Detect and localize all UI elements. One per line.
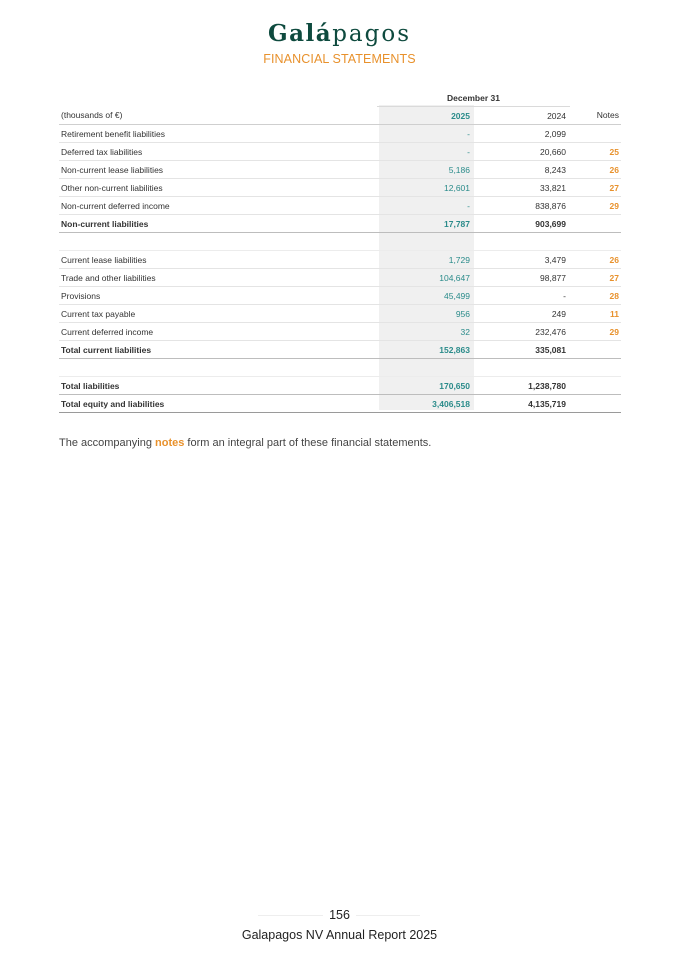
row-label: Total equity and liabilities [59, 395, 377, 413]
value-2025: - [377, 197, 473, 215]
spacer-row [59, 359, 621, 377]
value-2024: 335,081 [473, 341, 570, 359]
liabilities-table-container [59, 90, 621, 413]
subtotal-row [59, 215, 621, 233]
value-2025: 956 [377, 305, 473, 323]
value-2024: 3,479 [473, 251, 570, 269]
value-2025: - [377, 143, 473, 161]
note-ref[interactable]: 29 [570, 323, 621, 341]
value-2024: - [473, 287, 570, 305]
value-2024: 98,877 [473, 269, 570, 287]
column-header-2024: 2024 [473, 107, 570, 125]
table-row [59, 269, 621, 287]
row-label: Non-current deferred income [59, 197, 377, 215]
table-row [59, 143, 621, 161]
value-2025: 17,787 [377, 215, 473, 233]
logo-bold-part: Galá [268, 20, 333, 47]
value-2025: 170,650 [377, 377, 473, 395]
note-ref[interactable]: 27 [570, 269, 621, 287]
column-header-notes: Notes [570, 107, 621, 125]
table-row [59, 179, 621, 197]
row-label: Total liabilities [59, 377, 377, 395]
row-label: Current lease liabilities [59, 251, 377, 269]
value-2024: 2,099 [473, 125, 570, 143]
value-2024: 20,660 [473, 143, 570, 161]
section-subtitle: FINANCIAL STATEMENTS [263, 52, 416, 66]
value-2024: 249 [473, 305, 570, 323]
note-ref[interactable]: 26 [570, 161, 621, 179]
value-2024: 33,821 [473, 179, 570, 197]
value-2025: 12,601 [377, 179, 473, 197]
liabilities-table [59, 90, 621, 413]
page-number-box [0, 906, 679, 924]
note-ref [570, 341, 621, 359]
units-label: (thousands of €) [59, 107, 377, 125]
table-row [59, 125, 621, 143]
row-label: Deferred tax liabilities [59, 143, 377, 161]
note-ref [570, 215, 621, 233]
column-header-2025: 2025 [377, 107, 473, 125]
table-row [59, 161, 621, 179]
note-ref [570, 125, 621, 143]
row-label: Other non-current liabilities [59, 179, 377, 197]
footnote-text-start: The accompanying [59, 437, 155, 449]
page-number: 156 [323, 908, 356, 922]
row-label: Current tax payable [59, 305, 377, 323]
footnote [59, 437, 431, 449]
row-label: Provisions [59, 287, 377, 305]
value-2025: 45,499 [377, 287, 473, 305]
value-2024: 8,243 [473, 161, 570, 179]
value-2025: - [377, 125, 473, 143]
table-row [59, 251, 621, 269]
value-2025: 104,647 [377, 269, 473, 287]
value-2025: 1,729 [377, 251, 473, 269]
note-ref[interactable]: 27 [570, 179, 621, 197]
spacer-row [59, 233, 621, 251]
table-row [59, 323, 621, 341]
subtotal-row [59, 341, 621, 359]
note-ref[interactable]: 28 [570, 287, 621, 305]
value-2024: 903,699 [473, 215, 570, 233]
total-row [59, 395, 621, 413]
row-label: Non-current lease liabilities [59, 161, 377, 179]
row-label: Non-current liabilities [59, 215, 377, 233]
total-row [59, 377, 621, 395]
value-2025: 32 [377, 323, 473, 341]
row-label: Trade and other liabilities [59, 269, 377, 287]
galapagos-logo [0, 20, 679, 47]
row-label: Current deferred income [59, 323, 377, 341]
report-title: Galapagos NV Annual Report 2025 [241, 928, 438, 942]
row-label: Total current liabilities [59, 341, 377, 359]
row-label: Retirement benefit liabilities [59, 125, 377, 143]
logo-light-part: pagos [332, 21, 411, 47]
note-ref[interactable]: 29 [570, 197, 621, 215]
note-ref [570, 395, 621, 413]
note-ref[interactable]: 11 [570, 305, 621, 323]
value-2025: 5,186 [377, 161, 473, 179]
period-header: December 31 [377, 90, 570, 107]
footnote-text-end: form an integral part of these financial statements. [184, 437, 432, 449]
note-ref[interactable]: 25 [570, 143, 621, 161]
value-2025: 152,863 [377, 341, 473, 359]
table-row [59, 197, 621, 215]
table-row [59, 305, 621, 323]
value-2024: 4,135,719 [473, 395, 570, 413]
value-2024: 1,238,780 [473, 377, 570, 395]
table-column-header-row [59, 107, 621, 125]
note-ref[interactable]: 26 [570, 251, 621, 269]
table-row [59, 287, 621, 305]
value-2024: 232,476 [473, 323, 570, 341]
value-2024: 838,876 [473, 197, 570, 215]
note-ref [570, 377, 621, 395]
table-period-header-row [59, 90, 621, 107]
notes-link[interactable]: notes [155, 437, 185, 449]
value-2025: 3,406,518 [377, 395, 473, 413]
